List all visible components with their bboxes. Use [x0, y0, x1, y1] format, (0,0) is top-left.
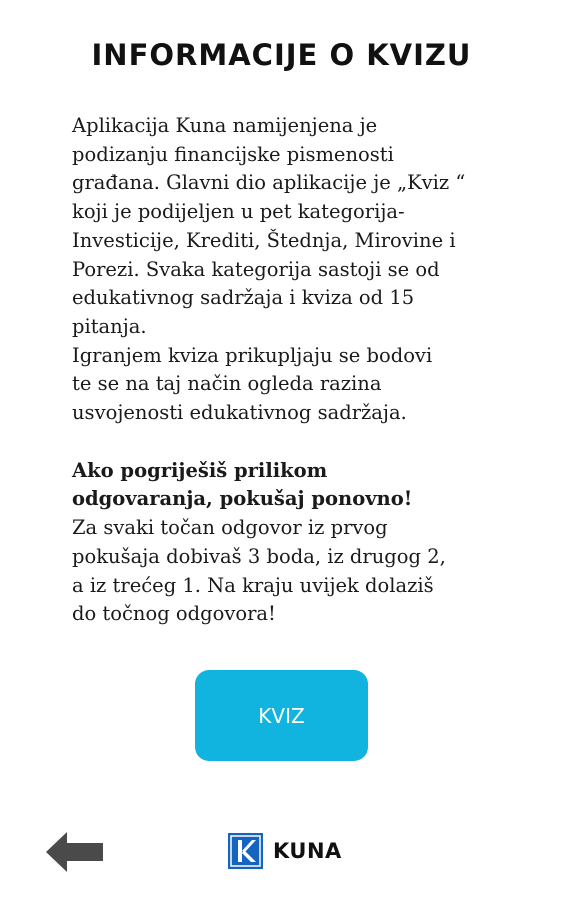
kviz-button[interactable] [195, 670, 368, 761]
paragraph-intro: Aplikacija Kuna namijenjena je podizanju financijske pismenosti građana. Glavni dio aplikacije je „Kviz “ koji je podijeljen u pet kategorija- Investicije, Krediti, Štednja, Mirovine i Porezi. Svaka kategorija sastoji se od edukativnog sadržaja i kviza od 15 pitanja. [72, 114, 466, 338]
info-text [72, 112, 497, 629]
paragraph-scoring: Za svaki točan odgovor iz prvog pokušaja dobivaš 3 boda, iz drugog 2, a iz trećeg 1. Na kraju uvijek dolaziš do točnog odgovora! [72, 516, 446, 626]
back-button[interactable] [46, 832, 104, 872]
paragraph-points: Igranjem kviza prikupljaju se bodovi te se na taj način ogleda razina usvojenosti edukativnog sadržaja. [72, 343, 433, 425]
kuna-logo [228, 833, 342, 869]
kviz-button-label: KVIZ [258, 703, 305, 728]
logo-text: KUNA [273, 839, 342, 863]
kuna-logo-icon [228, 833, 263, 869]
arrow-left-icon [46, 832, 104, 872]
page-title: INFORMACIJE O KVIZU [91, 38, 472, 72]
bold-note: Ako pogriješiš prilikom odgovaranja, pokušaj ponovno! [72, 458, 413, 511]
